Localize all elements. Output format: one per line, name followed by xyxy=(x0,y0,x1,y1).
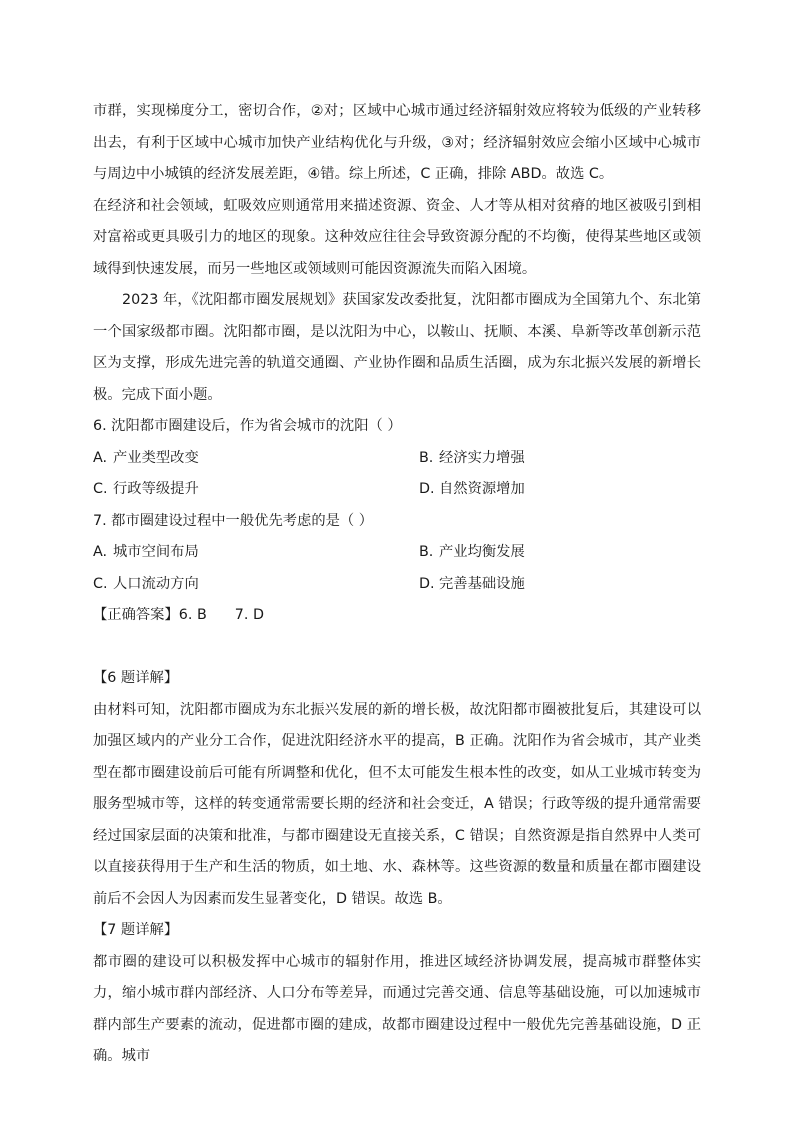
option-text: 城市空间布局 xyxy=(113,544,199,560)
document-page xyxy=(93,96,701,1073)
option-text: 人口流动方向 xyxy=(113,575,199,592)
option-letter: B. xyxy=(419,544,434,560)
question-7-stem: 7. 都市圈建设过程中一般优先考虑的是（ ） xyxy=(93,512,374,529)
option-text: 产业类型改变 xyxy=(113,449,199,466)
q6-option-b[interactable] xyxy=(419,443,525,475)
question-6-stem: 6. 沈阳都市圈建设后，作为省会城市的沈阳（ ） xyxy=(93,418,402,434)
detail-6-heading: 【6 题详解】 xyxy=(93,670,179,686)
material-paragraph: 2023 年，《沈阳都市圈发展规划》获国家发改委批复，沈阳都市圈成为全国第九个、东北第一个国家级都市圈。沈阳都市圈，是以沈阳为中心，以鞍山、抚顺、本溪、阜新等改革创新示范区为支撑，形成先进完善的轨道交通圈、产业协作圈和品质生活圈，成为东北振兴发展的新增长极。完成下面小题。 xyxy=(93,292,701,403)
option-text: 完善基础设施 xyxy=(439,575,525,592)
question-7-options-row-2 xyxy=(93,569,701,601)
question-7-options-row-1 xyxy=(93,537,701,569)
analysis-paragraph-continued: 市群，实现梯度分工，密切合作，②对；区域中心城市通过经济辐射效应将较为低级的产业转移出去，有利于区域中心城市加快产业结构优化与升级，③对；经济辐射效应会缩小区域中心城市与周边中小城镇的经济发展差距，④错。综上所述，C 正确，排除 ABD。故选 C。 xyxy=(93,103,701,182)
option-letter: C. xyxy=(93,575,108,592)
siphon-effect-paragraph: 在经济和社会领域，虹吸效应则通常用来描述资源、资金、人才等从相对贫瘠的地区被吸引到相对富裕或更具吸引力的地区的现象。这种效应往往会导致资源分配的不均衡，使得某些地区或领域得到快速发展，而另一些地区或领域则可能因资源流失而陷入困境。 xyxy=(93,197,701,277)
option-letter: B. xyxy=(419,449,434,466)
answer-6: 6. B xyxy=(178,607,207,623)
detail-7-heading: 【7 题详解】 xyxy=(93,922,179,938)
option-letter: A. xyxy=(93,449,108,466)
q6-option-c[interactable] xyxy=(93,474,419,506)
q7-option-c[interactable] xyxy=(93,569,419,601)
question-6-options-row-2 xyxy=(93,474,701,506)
detail-6-text: 由材料可知，沈阳都市圈成为东北振兴发展的新的增长极，故沈阳都市圈被批复后，其建设可以加强区域内的产业分工合作，促进沈阳经济水平的提高，B 正确。沈阳作为省会城市，其产业类型在都市圈建设前后可能有所调整和优化，但不太可能发生根本性的改变，如从工业城市转变为服务型城市等，这样的转变通常需要长期的经济和社会变迁，A 错误；行政等级的提升通常需要经过国家层面的决策和批准，与都市圈建设无直接关系，C 错误；自然资源是指自然界中人类可以直接获得用于生产和生活的物质，如土地、水、森林等。这些资源的数量和质量在都市圈建设前后不会因人为因素而发生显著变化，D 错误。故选 B。 xyxy=(93,701,701,907)
option-letter: C. xyxy=(93,481,108,497)
option-letter: A. xyxy=(93,544,108,560)
q7-option-d[interactable] xyxy=(419,569,525,601)
option-text: 产业均衡发展 xyxy=(439,544,525,560)
option-text: 行政等级提升 xyxy=(113,481,199,497)
q6-option-a[interactable] xyxy=(93,443,419,475)
option-letter: D. xyxy=(419,481,435,497)
option-letter: D. xyxy=(419,575,435,592)
answer-label: 【正确答案】 xyxy=(93,607,179,623)
blank-line xyxy=(93,632,701,664)
option-text: 经济实力增强 xyxy=(439,449,525,466)
q7-option-b[interactable] xyxy=(419,537,525,569)
q6-option-d[interactable] xyxy=(419,474,525,506)
correct-answer-line xyxy=(93,600,701,632)
question-6-options-row-1 xyxy=(93,443,701,475)
option-text: 自然资源增加 xyxy=(439,481,525,497)
detail-7-text: 都市圈的建设可以积极发挥中心城市的辐射作用，推进区域经济协调发展，提高城市群整体实力，缩小城市群内部经济、人口分布等差异，而通过完善交通、信息等基础设施，可以加速城市群内部生产要素的流动，促进都市圈的建成，故都市圈建设过程中一般优先完善基础设施，D 正确。城市 xyxy=(93,953,701,1064)
answer-7: 7. D xyxy=(234,607,264,623)
q7-option-a[interactable] xyxy=(93,537,419,569)
